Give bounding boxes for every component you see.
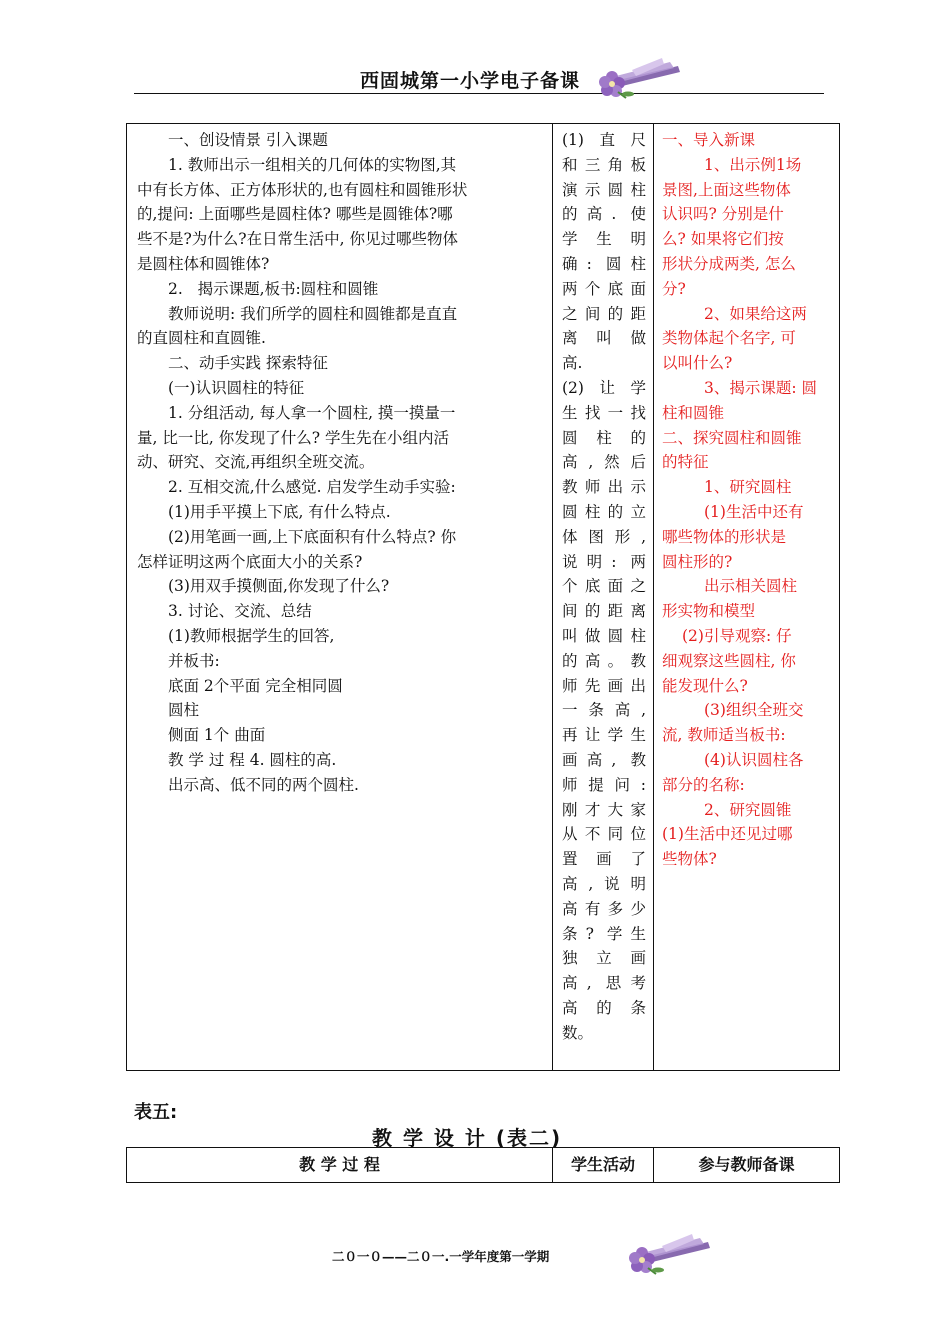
- text-line: 部分的名称:: [662, 775, 745, 794]
- text-line: 些不是?为什么?在日常生活中, 你见过哪些物体: [137, 230, 458, 249]
- text-line: 哪些物体的形状是: [662, 527, 787, 546]
- text-line: 1. 教师出示一组相关的几何体的实物图,其: [168, 155, 457, 174]
- text-line: 2. 互相交流,什么感觉. 启发学生动手实验:: [168, 478, 456, 497]
- text-line: (1)用手平摸上下底, 有什么特点.: [168, 502, 391, 521]
- text-line: 叫做圆柱: [562, 626, 646, 645]
- text-line: (2)让学: [562, 378, 646, 397]
- text-line: 2. 揭示课题,板书:圆柱和圆锥: [168, 279, 379, 298]
- text-line: 形实物和模型: [662, 602, 756, 621]
- text-line: 师提问:: [562, 775, 646, 794]
- section-heading: 一、导入新课: [662, 131, 756, 149]
- table-title: 教 学 设 计 (表二): [372, 1126, 563, 1150]
- teaching-process-column: [137, 128, 549, 798]
- text-line: 2、如果给这两: [704, 304, 807, 323]
- text-line: (3)组织全班交: [704, 701, 804, 720]
- text-line: 类物体起个名字, 可: [662, 329, 796, 348]
- text-line: 形状分成两类, 怎么: [662, 254, 796, 273]
- text-line: 独立画: [562, 949, 646, 968]
- header-student-activity: 学生活动: [570, 1155, 635, 1174]
- text-line: 高,说明: [562, 874, 646, 893]
- text-line: 以叫什么?: [662, 354, 733, 373]
- text-line: 量, 比一比, 你发现了什么? 学生先在小组内活: [137, 428, 449, 447]
- text-line: 个底面之: [562, 577, 646, 596]
- text-line: 再让学生: [562, 726, 646, 745]
- text-line: 流, 教师适当板书:: [662, 726, 786, 745]
- header-teacher-notes: 参与教师备课: [698, 1155, 795, 1174]
- flower-decoration-icon: [622, 1228, 714, 1278]
- text-line: 间的距离: [562, 602, 646, 621]
- text-line: 是圆柱体和圆锥体?: [137, 254, 270, 273]
- text-line: 教 学 过 程 4. 圆柱的高.: [168, 750, 337, 769]
- text-line: 高,然后: [562, 453, 646, 472]
- text-line: 的直圆柱和直圆锥.: [137, 329, 266, 348]
- text-line: 生找一找: [562, 403, 646, 422]
- text-line: 侧面 1个 曲面: [168, 726, 266, 745]
- text-line: 2、研究圆锥: [704, 800, 792, 819]
- text-line: 景图,上面这些物体: [662, 180, 791, 199]
- header-rule: [134, 93, 824, 94]
- text-line: 师先画出: [562, 676, 646, 695]
- text-line: 底面 2个平面 完全相同圆: [168, 676, 343, 695]
- table-label: 表五:: [134, 1102, 178, 1123]
- subsection-heading: (一)认识圆柱的特征: [168, 378, 305, 397]
- text-line: (4)认识圆柱各: [704, 750, 804, 769]
- text-line: (1)生活中还见过哪: [662, 825, 793, 844]
- text-line: 的高。教: [562, 651, 646, 670]
- text-line: 学生明: [562, 230, 646, 249]
- text-line: 的高. 使: [562, 205, 646, 224]
- text-line: 置画了: [562, 850, 646, 869]
- text-line: 认识吗? 分别是什: [662, 205, 784, 224]
- text-line: 分?: [662, 279, 686, 298]
- text-line: 圆柱: [168, 701, 200, 720]
- text-line: 3. 讨论、交流、总结: [168, 602, 312, 621]
- text-line: (1)生活中还有: [704, 502, 804, 521]
- text-line: 体图形,: [562, 527, 646, 546]
- text-line: 并板书:: [168, 651, 220, 670]
- text-line: 刚才大家: [562, 800, 646, 819]
- text-line: 教师说明: 我们所学的圆柱和圆锥都是直直: [168, 304, 458, 323]
- text-line: 画高, 教: [562, 750, 646, 769]
- text-line: (2)引导观察: 仔: [682, 626, 792, 645]
- lesson-content-table: [126, 123, 840, 1071]
- text-line: 两个底面: [562, 279, 646, 298]
- section-heading: 二、探究圆柱和圆锥: [662, 428, 802, 447]
- student-activity-column: [562, 128, 646, 1045]
- text-line: 3、揭示课题: 圆: [704, 378, 818, 397]
- text-line: 能发现什么?: [662, 676, 748, 695]
- text-line: 从不同位: [562, 825, 646, 844]
- text-line: 的特征: [662, 453, 709, 472]
- text-line: 高.: [562, 354, 583, 373]
- text-line: 条? 学生: [562, 924, 646, 943]
- section-heading: 一、创设情景 引入课题: [168, 131, 328, 149]
- text-line: 出示相关圆柱: [704, 577, 798, 596]
- text-line: (2)用笔画一画,上下底面积有什么特点? 你: [168, 527, 457, 546]
- text-line: 柱和圆锥: [662, 403, 725, 422]
- text-line: 高有多少: [562, 899, 646, 918]
- text-line: 动、研究、交流,再组织全班交流。: [137, 453, 375, 472]
- text-line: 说明: 两: [562, 552, 646, 571]
- text-line: 出示高、低不同的两个圆柱.: [168, 775, 359, 794]
- text-line: 离叫做: [562, 329, 646, 348]
- text-line: 高, 思考: [562, 974, 646, 993]
- text-line: 一条高,: [562, 701, 646, 720]
- text-line: 圆柱的: [562, 428, 646, 447]
- text-line: 确: 圆柱: [562, 254, 646, 273]
- text-line: 么? 如果将它们按: [662, 230, 784, 249]
- section-heading: 二、动手实践 探索特征: [168, 354, 328, 373]
- text-line: 怎样证明这两个底面大小的关系?: [137, 552, 363, 571]
- text-line: (3)用双手摸侧面,你发现了什么?: [168, 577, 390, 596]
- text-line: 的,提问: 上面哪些是圆柱体? 哪些是圆锥体?哪: [137, 205, 453, 224]
- text-line: 圆柱的立: [562, 502, 646, 521]
- footer-term: 二０一０——二０一.一学年度第一学期: [332, 1249, 550, 1264]
- text-line: 圆柱形的?: [662, 552, 733, 571]
- teacher-notes-column: [662, 128, 832, 872]
- page-header-title: 西固城第一小学电子备课: [360, 70, 581, 92]
- text-line: 和三角板: [562, 155, 646, 174]
- text-line: 中有长方体、正方体形状的,也有圆柱和圆锥形状: [137, 180, 468, 199]
- text-line: 高的条: [562, 998, 646, 1017]
- design-header-table: [126, 1147, 840, 1183]
- text-line: 数。: [562, 1023, 594, 1042]
- text-line: 1. 分组活动, 每人拿一个圆柱, 摸一摸量一: [168, 403, 456, 422]
- header-teaching-process: 教 学 过 程: [299, 1155, 380, 1174]
- flower-decoration-icon: [592, 54, 684, 100]
- text-line: (1)直尺: [562, 131, 646, 149]
- text-line: 演示圆柱: [562, 180, 646, 199]
- text-line: 之间的距: [562, 304, 646, 323]
- text-line: 教师出示: [562, 478, 646, 497]
- column-divider: [552, 124, 553, 1070]
- text-line: 1、研究圆柱: [704, 478, 792, 497]
- text-line: 些物体?: [662, 850, 717, 869]
- column-divider: [653, 124, 654, 1070]
- text-line: 1、出示例1场: [704, 155, 802, 174]
- text-line: (1)教师根据学生的回答,: [168, 626, 335, 645]
- text-line: 细观察这些圆柱, 你: [662, 651, 796, 670]
